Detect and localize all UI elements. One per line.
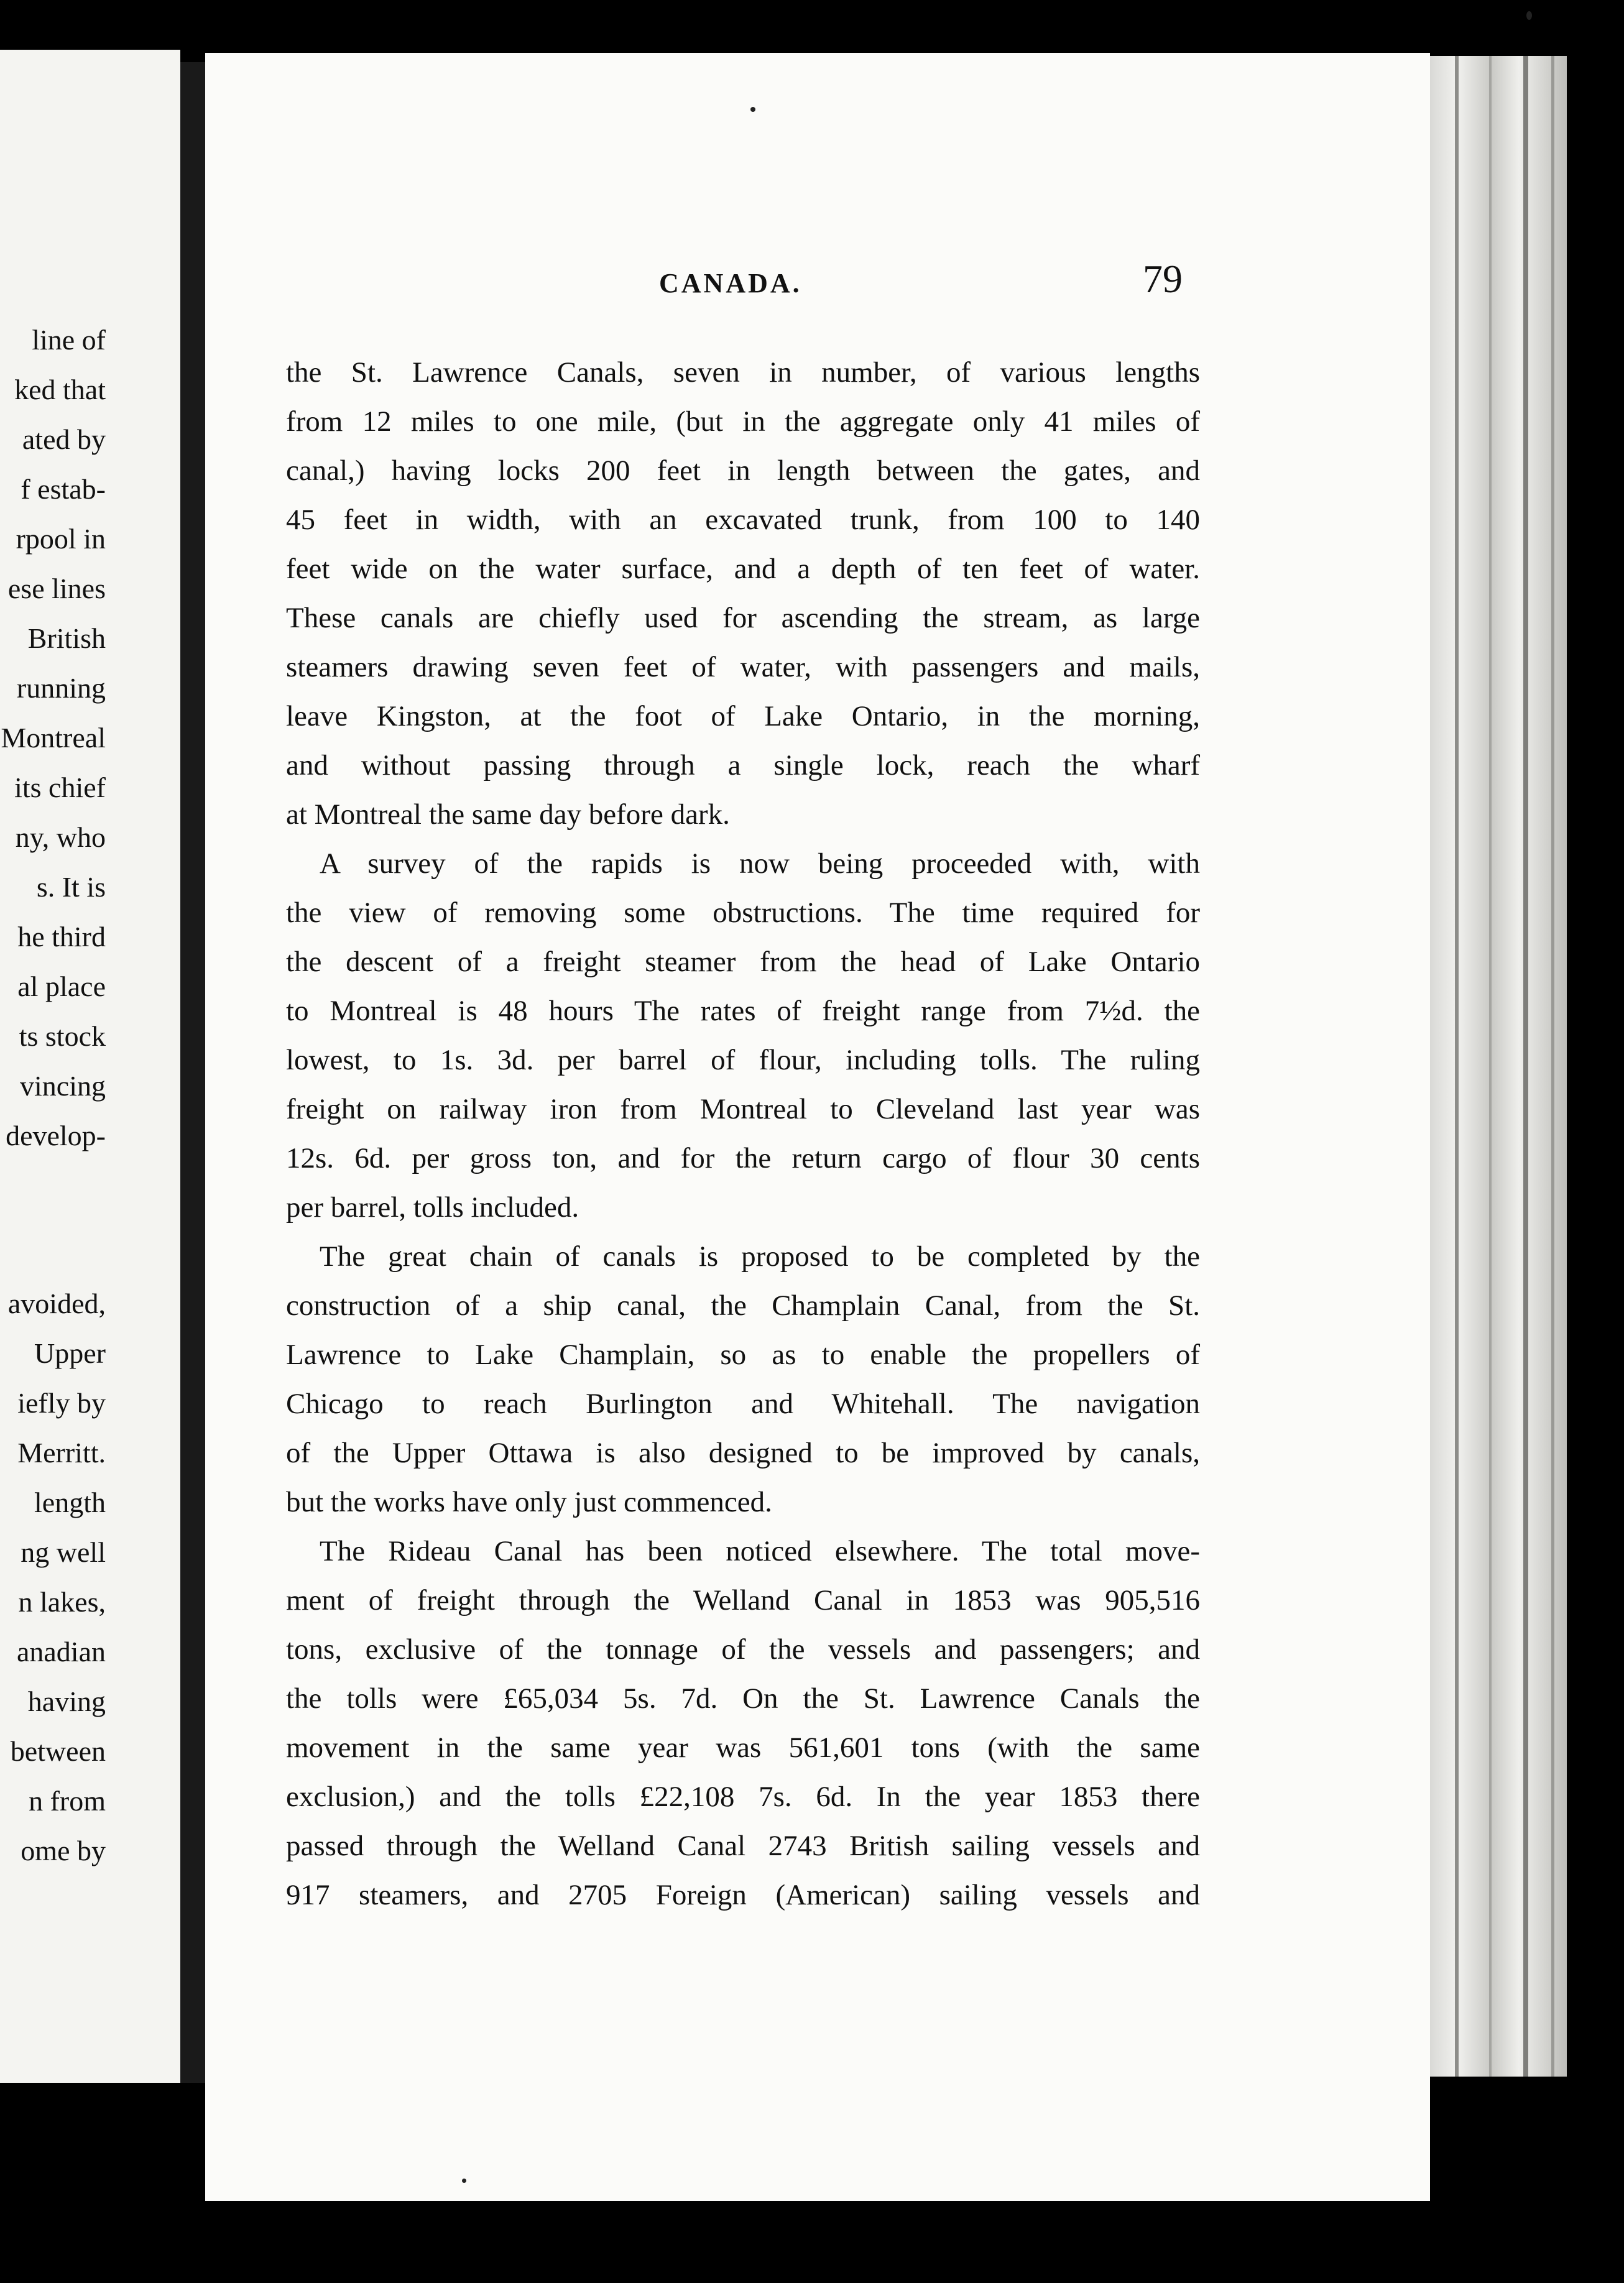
body-line: the descent of a freight steamer from the head of Lake Ontario [286, 946, 1200, 978]
left-page-line: anadian [16, 1636, 106, 1667]
left-page-line: between [10, 1735, 106, 1767]
body-line: movement in the same year was 561,601 tons (with the same [286, 1732, 1200, 1764]
body-line: from 12 miles to one mile, (but in the aggregate only 41 miles of [286, 405, 1200, 438]
body-line: at Montreal the same day before dark. [286, 798, 730, 831]
left-page-line: ese lines [7, 573, 106, 604]
left-page-line: having [27, 1686, 106, 1717]
body-line: steamers drawing seven feet of water, with passengers and mails, [286, 651, 1200, 683]
body-line: The Rideau Canal has been noticed elsewhere. The total move- [320, 1535, 1200, 1567]
body-line: feet wide on the water surface, and a depth of ten feet of water. [286, 553, 1200, 585]
body-text [286, 348, 1200, 1920]
left-page-line: he third [17, 921, 106, 952]
body-line: A survey of the rapids is now being proceeded with, with [320, 847, 1200, 880]
body-line: canal,) having locks 200 feet in length between the gates, and [286, 454, 1200, 487]
left-page-line: ated by [22, 423, 106, 455]
left-page-line: avoided, [7, 1288, 106, 1319]
body-line: lowest, to 1s. 3d. per barrel of flour, including tolls. The ruling [286, 1044, 1200, 1076]
body-line: 917 steamers, and 2705 Foreign (American) sailing vessels and [286, 1879, 1200, 1911]
left-page-line: develop- [6, 1120, 106, 1151]
body-line: but the works have only just commenced. [286, 1486, 772, 1518]
scan-speck [462, 2179, 466, 2183]
body-line: exclusion,) and the tolls £22,108 7s. 6d. In the year 1853 there [286, 1781, 1200, 1813]
body-line: freight on railway iron from Montreal to Cleveland last year was [286, 1093, 1200, 1125]
body-line: to Montreal is 48 hours The rates of freight range from 7½d. the [286, 995, 1200, 1027]
body-line: tons, exclusive of the tonnage of the vessels and passengers; and [286, 1633, 1200, 1666]
left-page-line: ked that [14, 374, 106, 405]
left-page-line: length [34, 1487, 106, 1518]
left-page-line: n from [29, 1785, 106, 1817]
body-line: passed through the Welland Canal 2743 British sailing vessels and [286, 1830, 1200, 1862]
left-page-line: ome by [21, 1835, 106, 1866]
body-line: 45 feet in width, with an excavated trunk, from 100 to 140 [286, 504, 1200, 536]
body-line: Lawrence to Lake Champlain, so as to enable the propellers of [286, 1339, 1200, 1371]
body-line: Chicago to reach Burlington and Whitehall. The navigation [286, 1388, 1200, 1420]
body-line: 12s. 6d. per gross ton, and for the return cargo of flour 30 cents [286, 1142, 1200, 1174]
body-line: leave Kingston, at the foot of Lake Ontario, in the morning, [286, 700, 1200, 732]
body-line: of the Upper Ottawa is also designed to be improved by canals, [286, 1437, 1200, 1469]
body-line: ment of freight through the Welland Canal in 1853 was 905,516 [286, 1584, 1200, 1617]
left-page-line: line of [32, 324, 106, 356]
body-line: the tolls were £65,034 5s. 7d. On the St. Lawrence Canals the [286, 1682, 1200, 1715]
scan-speck [750, 107, 755, 112]
body-line: the view of removing some obstructions. The time required for [286, 897, 1200, 929]
left-page-line: its chief [14, 772, 106, 803]
left-facing-page [0, 50, 180, 2083]
left-page-line: f estab- [21, 473, 106, 505]
left-page-line: s. It is [36, 871, 106, 903]
body-line: the St. Lawrence Canals, seven in number, of various lengths [286, 356, 1200, 389]
left-page-line: rpool in [16, 523, 106, 555]
page-edges [1430, 56, 1567, 2077]
body-line: The great chain of canals is proposed to be completed by the [320, 1240, 1200, 1273]
left-page-line: ng well [21, 1536, 106, 1568]
body-line: construction of a ship canal, the Champlain Canal, from the St. [286, 1289, 1200, 1322]
left-page-line: Merritt. [17, 1437, 106, 1469]
left-page-line: Upper [34, 1337, 106, 1369]
left-page-line: n lakes, [18, 1586, 106, 1618]
left-page-line: ny, who [15, 821, 106, 853]
page-number: 79 [1143, 257, 1183, 301]
left-page-line: Montreal [1, 722, 106, 754]
left-page-line: al place [17, 971, 106, 1002]
running-head: CANADA. [659, 268, 802, 298]
book-gutter [180, 62, 205, 2083]
left-page-line: iefly by [17, 1387, 106, 1419]
left-page-line: vincing [20, 1070, 106, 1102]
body-line: and without passing through a single lock, reach the wharf [286, 749, 1200, 782]
left-page-line: running [16, 672, 106, 704]
scan-speck [1526, 11, 1532, 20]
left-page-line: British [27, 622, 106, 654]
body-line: per barrel, tolls included. [286, 1191, 579, 1224]
body-line: These canals are chiefly used for ascending the stream, as large [286, 602, 1200, 634]
left-page-line: ts stock [19, 1020, 106, 1052]
